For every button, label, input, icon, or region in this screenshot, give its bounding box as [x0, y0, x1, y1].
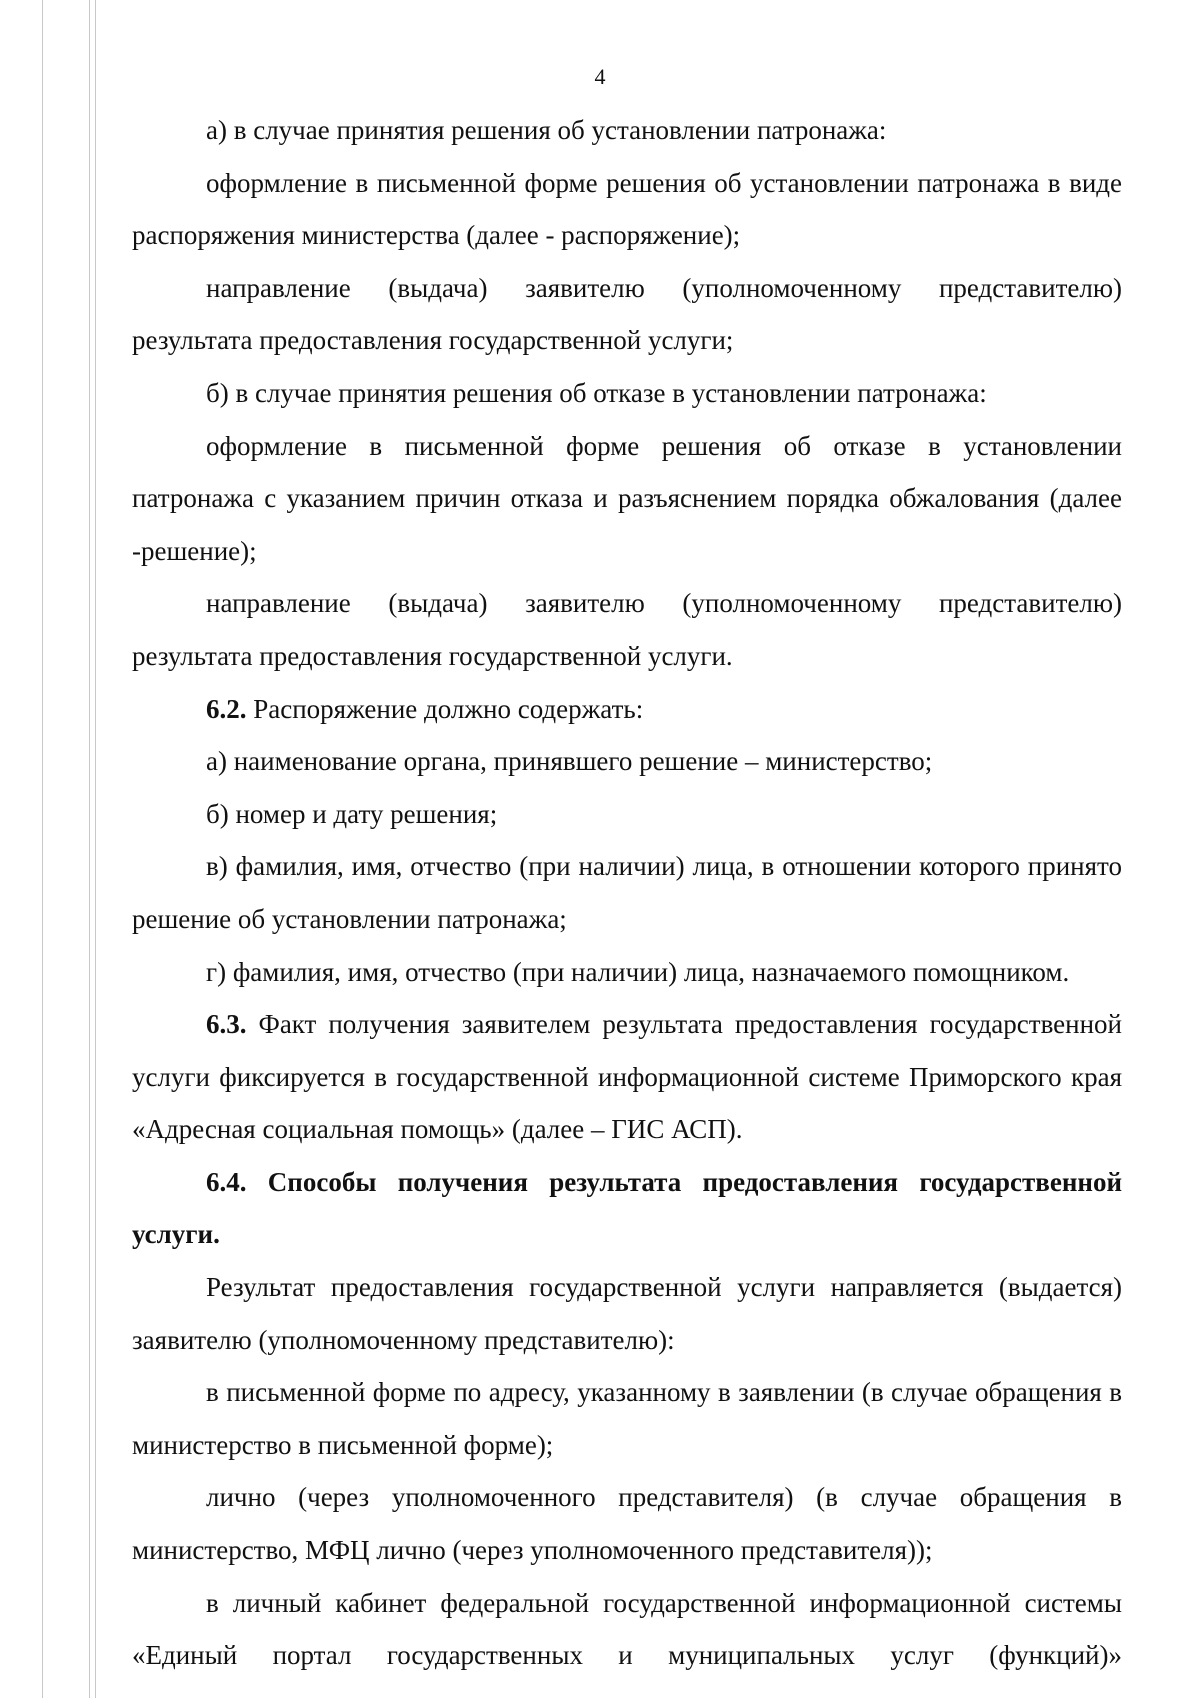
page-number: 4: [594, 64, 606, 89]
document-body: [132, 104, 1122, 1682]
paragraph: а) в случае принятия решения об установлении патронажа:: [206, 115, 887, 145]
list-item: в) фамилия, имя, отчество (при наличии) лица, в отношении которого принято решение об установлении патронажа;: [132, 851, 1122, 934]
scan-edge-line: [95, 0, 96, 1698]
paragraph: направление (выдача) заявителю (уполномоченному представителю) результата предоставления государственной услуги;: [132, 272, 1122, 356]
paragraph-6-3: [132, 998, 1122, 1156]
scan-edge-line: [89, 0, 90, 1698]
section-heading: 6.4. Способы получения результата предоставления государственной услуги.: [132, 1166, 1122, 1250]
list-item: г) фамилия, имя, отчество (при наличии) лица, назначаемого помощником.: [206, 956, 1070, 987]
list-item: б) номер и дату решения;: [206, 798, 498, 829]
paragraph: Результат предоставления государственной услуги направляется (выдается) заявителю (уполномоченному представителю):: [132, 1272, 1122, 1355]
paragraph: оформление в письменной форме решения об отказе в установлении патронажа с указанием причин отказа и разъяснением порядка обжалования (далее -решение);: [132, 430, 1122, 566]
paragraph: в письменной форме по адресу, указанному в заявлении (в случае обращения в министерство в письменной форме);: [132, 1377, 1122, 1460]
section-number: 6.2.: [206, 693, 247, 724]
paragraph-text: Факт получения заявителем результата предоставления государственной услуги фиксируется в государственной информационной системе Приморского края «Адресная социальная помощь» (далее – ГИС АСП).: [132, 1009, 1122, 1145]
paragraph: лично (через уполномоченного представителя) (в случае обращения в министерство, МФЦ лично (через уполномоченного представителя));: [132, 1482, 1122, 1566]
list-item: а) наименование органа, принявшего решение – министерство;: [206, 746, 933, 777]
paragraph: б) в случае принятия решения об отказе в установлении патронажа:: [206, 377, 987, 408]
paragraph-text: Распоряжение должно содержать:: [253, 693, 644, 724]
section-number: 6.3.: [206, 1009, 247, 1040]
paragraph: оформление в письменной форме решения об установлении патронажа в виде распоряжения министерства (далее - распоряжение);: [132, 167, 1122, 251]
paragraph-6-2: [132, 683, 1122, 736]
paragraph: направление (выдача) заявителю (уполномоченному представителю) результата предоставления государственной услуги.: [132, 588, 1122, 671]
scan-edge-line: [42, 0, 43, 1698]
paragraph: в личный кабинет федеральной государственной информационной системы «Единый портал государственных и муниципальных услуг (функций)»: [132, 1587, 1122, 1671]
